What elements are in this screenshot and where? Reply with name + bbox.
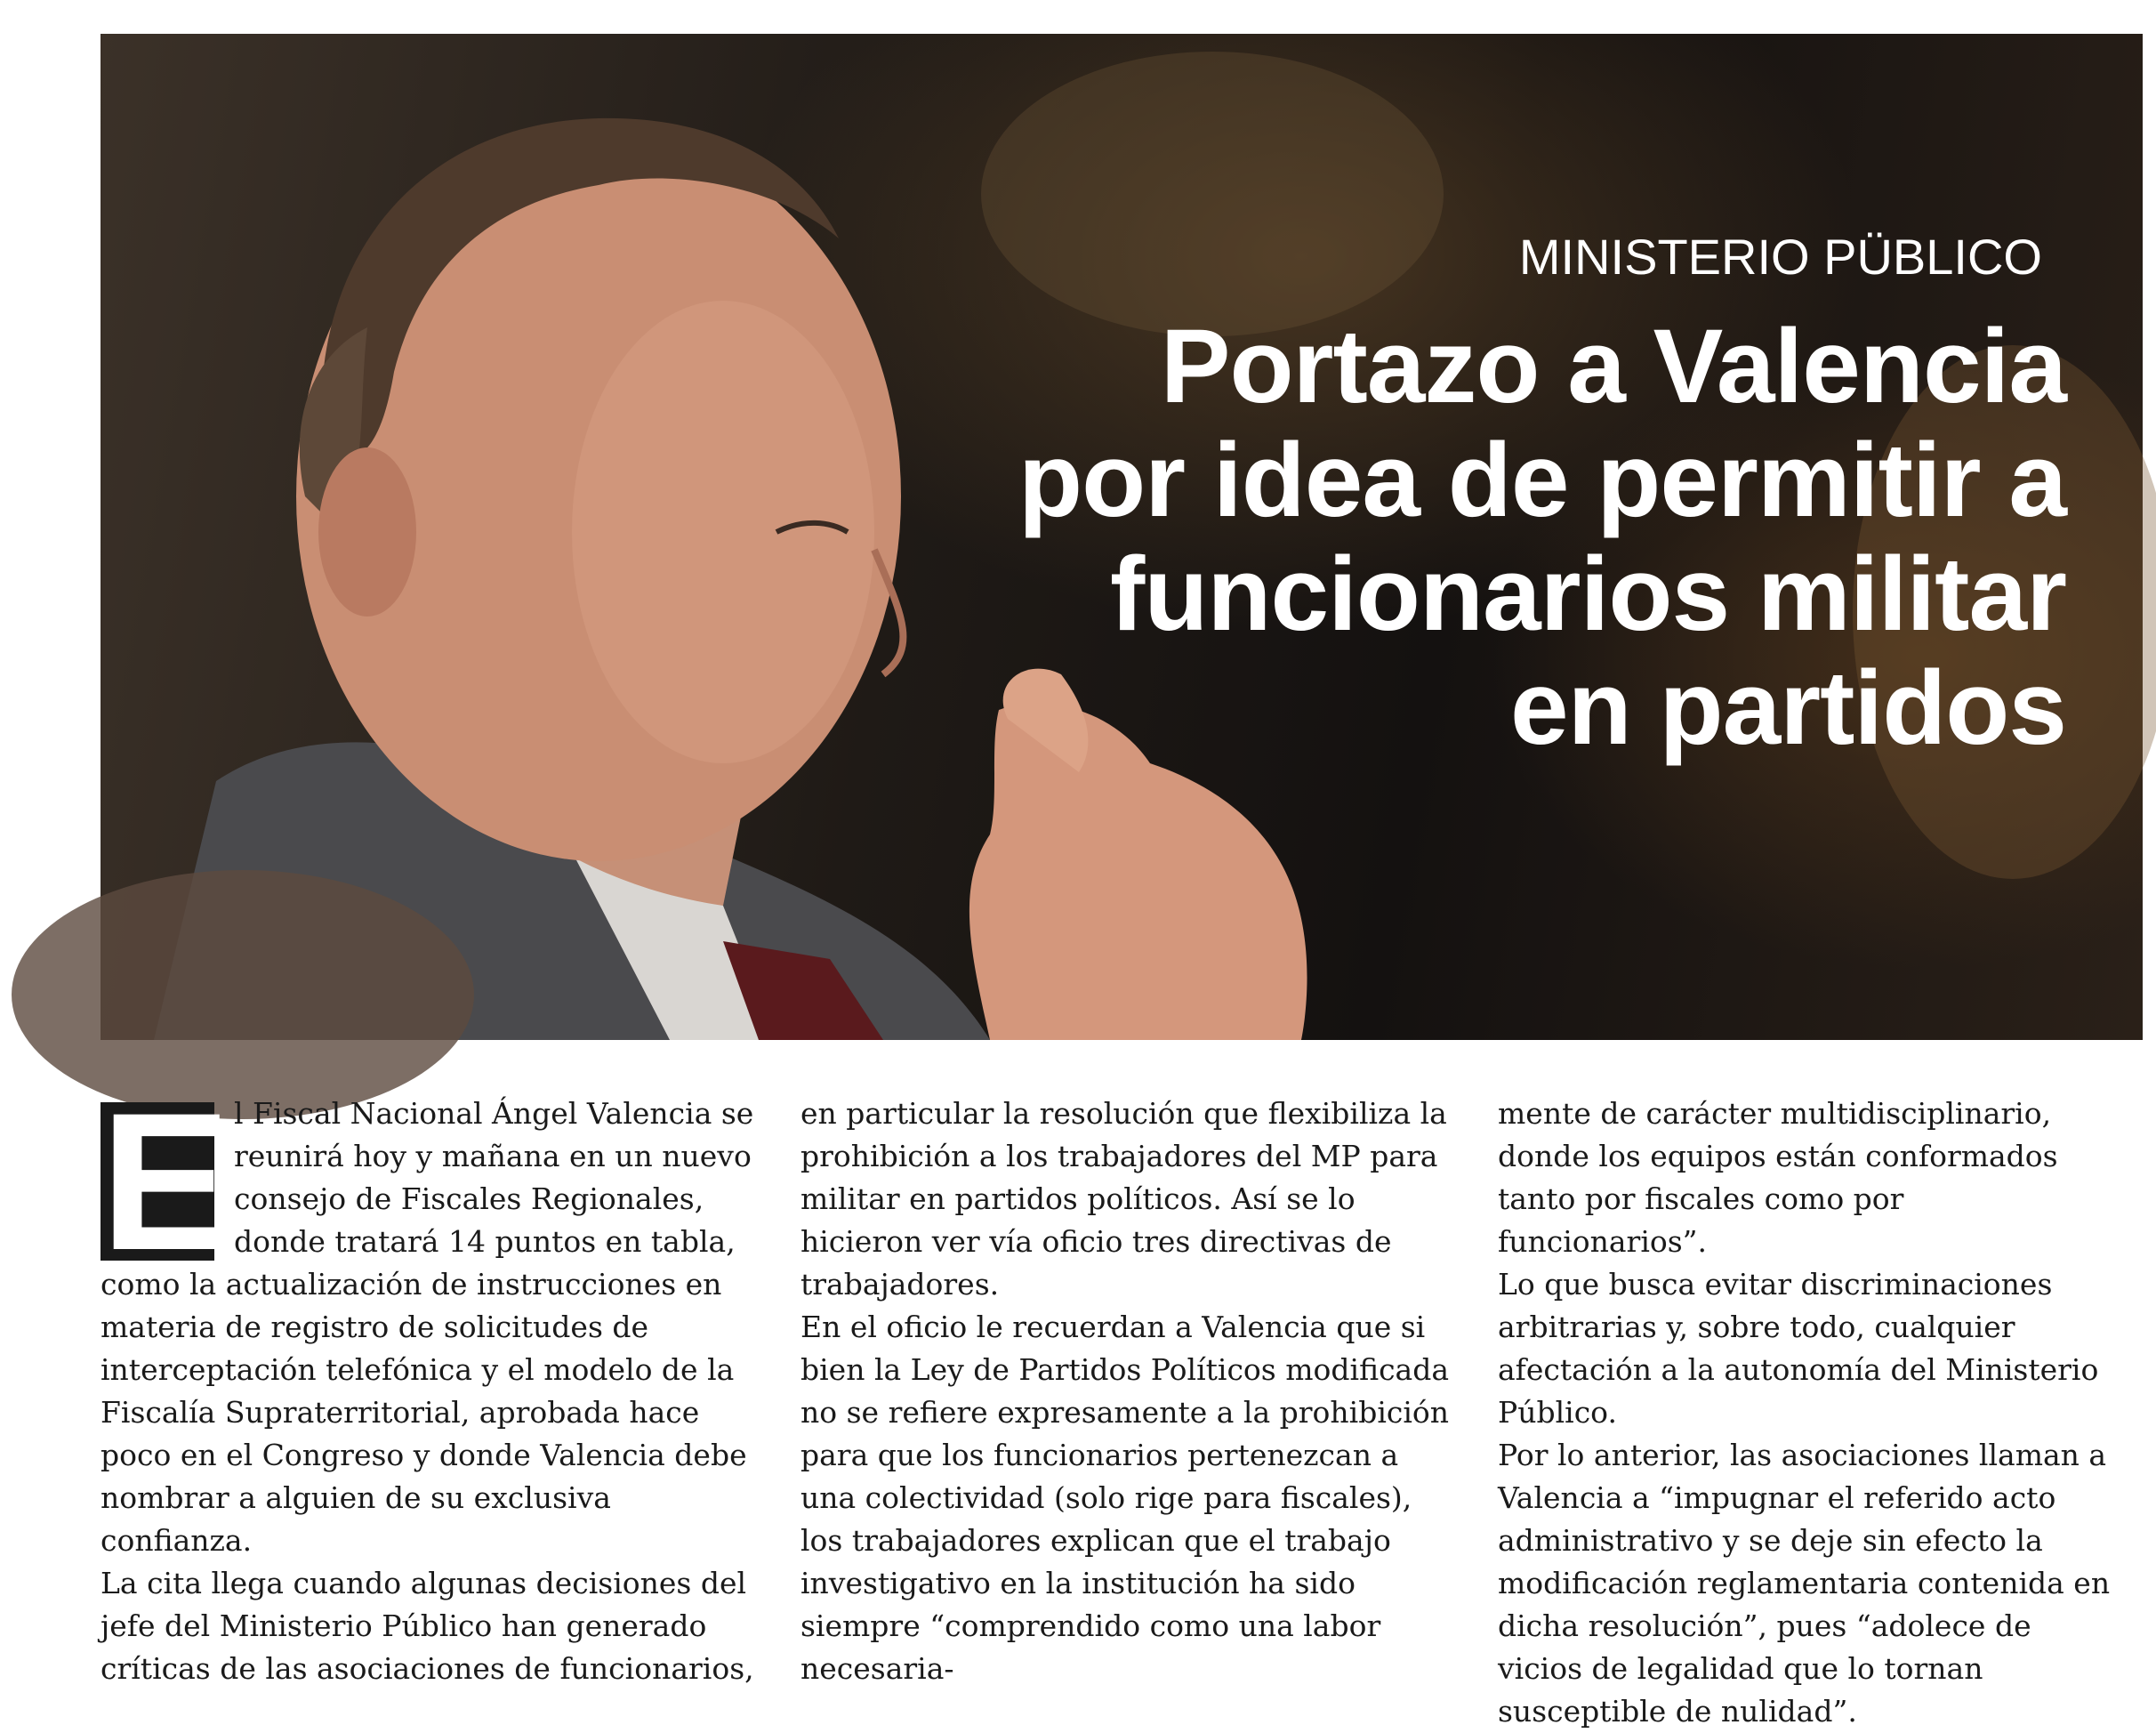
article-paragraph: Lo que busca evitar discriminaciones arbitrarias y, sobre todo, cualquier afectación a la autonomía del Ministerio Público.: [1498, 1267, 2099, 1430]
headline: [910, 310, 2066, 765]
article-paragraph: [101, 1072, 754, 1562]
lead-text: l Fiscal Nacional Ángel Valencia se reunirá hoy y mañana en un nuevo consejo de Fiscales Regionales, donde tratará 14 puntos en tabla, como la actualización de instrucciones en materia de registro de solicitudes de interceptación telefónica y el modelo de la Fiscalía Supraterritorial, aprobada hace poco en el Congreso y donde Valencia debe nombrar a alguien de su exclusiva confianza.: [101, 1096, 754, 1558]
headline-line: Portazo a Valencia: [1160, 308, 2066, 425]
headline-line: funcionarios militar: [1110, 536, 2066, 653]
article-column-1: [101, 1072, 754, 1690]
article-column-2: [800, 1092, 1454, 1690]
article-paragraph: Por lo anterior, las asociaciones llaman a Valencia a “impugnar el referido acto administrativo y se deje sin efecto la modificación reglamentaria contenida en dicha resolución”, pues “adolece de vicios de legalidad que lo tornan susceptible de nulidad”.: [1498, 1438, 2111, 1729]
headline-line: en partidos: [1510, 649, 2066, 767]
article-paragraph: en particular la resolución que flexibiliza la prohibición a los trabajadores del MP para militar en partidos políticos. Así se lo hicieron ver vía oficio tres directivas de trabajadores.: [800, 1096, 1447, 1302]
section-kicker: MINISTERIO PÜBLICO: [1518, 229, 2042, 285]
article-column-3: [1498, 1092, 2120, 1733]
article-paragraph: En el oficio le recuerdan a Valencia que si bien la Ley de Partidos Políticos modificada no se refiere expresamente a la prohibición para que los funcionarios pertenezcan a una colectividad (solo rige para fiscales), los trabajadores explican que el trabajo investigativo en la institución ha sido siempre “comprendido como una labor necesaria-: [800, 1310, 1450, 1686]
lead-photo: [101, 34, 2143, 1040]
headline-line: por idea de permitir a: [1018, 422, 2066, 539]
drop-cap: E: [101, 1072, 231, 1291]
article-paragraph: mente de carácter multidisciplinario, donde los equipos están conformados tanto por fiscales como por funcionarios”.: [1498, 1096, 2058, 1259]
article-paragraph: La cita llega cuando algunas decisiones del jefe del Ministerio Público han generado críticas de las asociaciones de funcionarios,: [101, 1566, 754, 1686]
